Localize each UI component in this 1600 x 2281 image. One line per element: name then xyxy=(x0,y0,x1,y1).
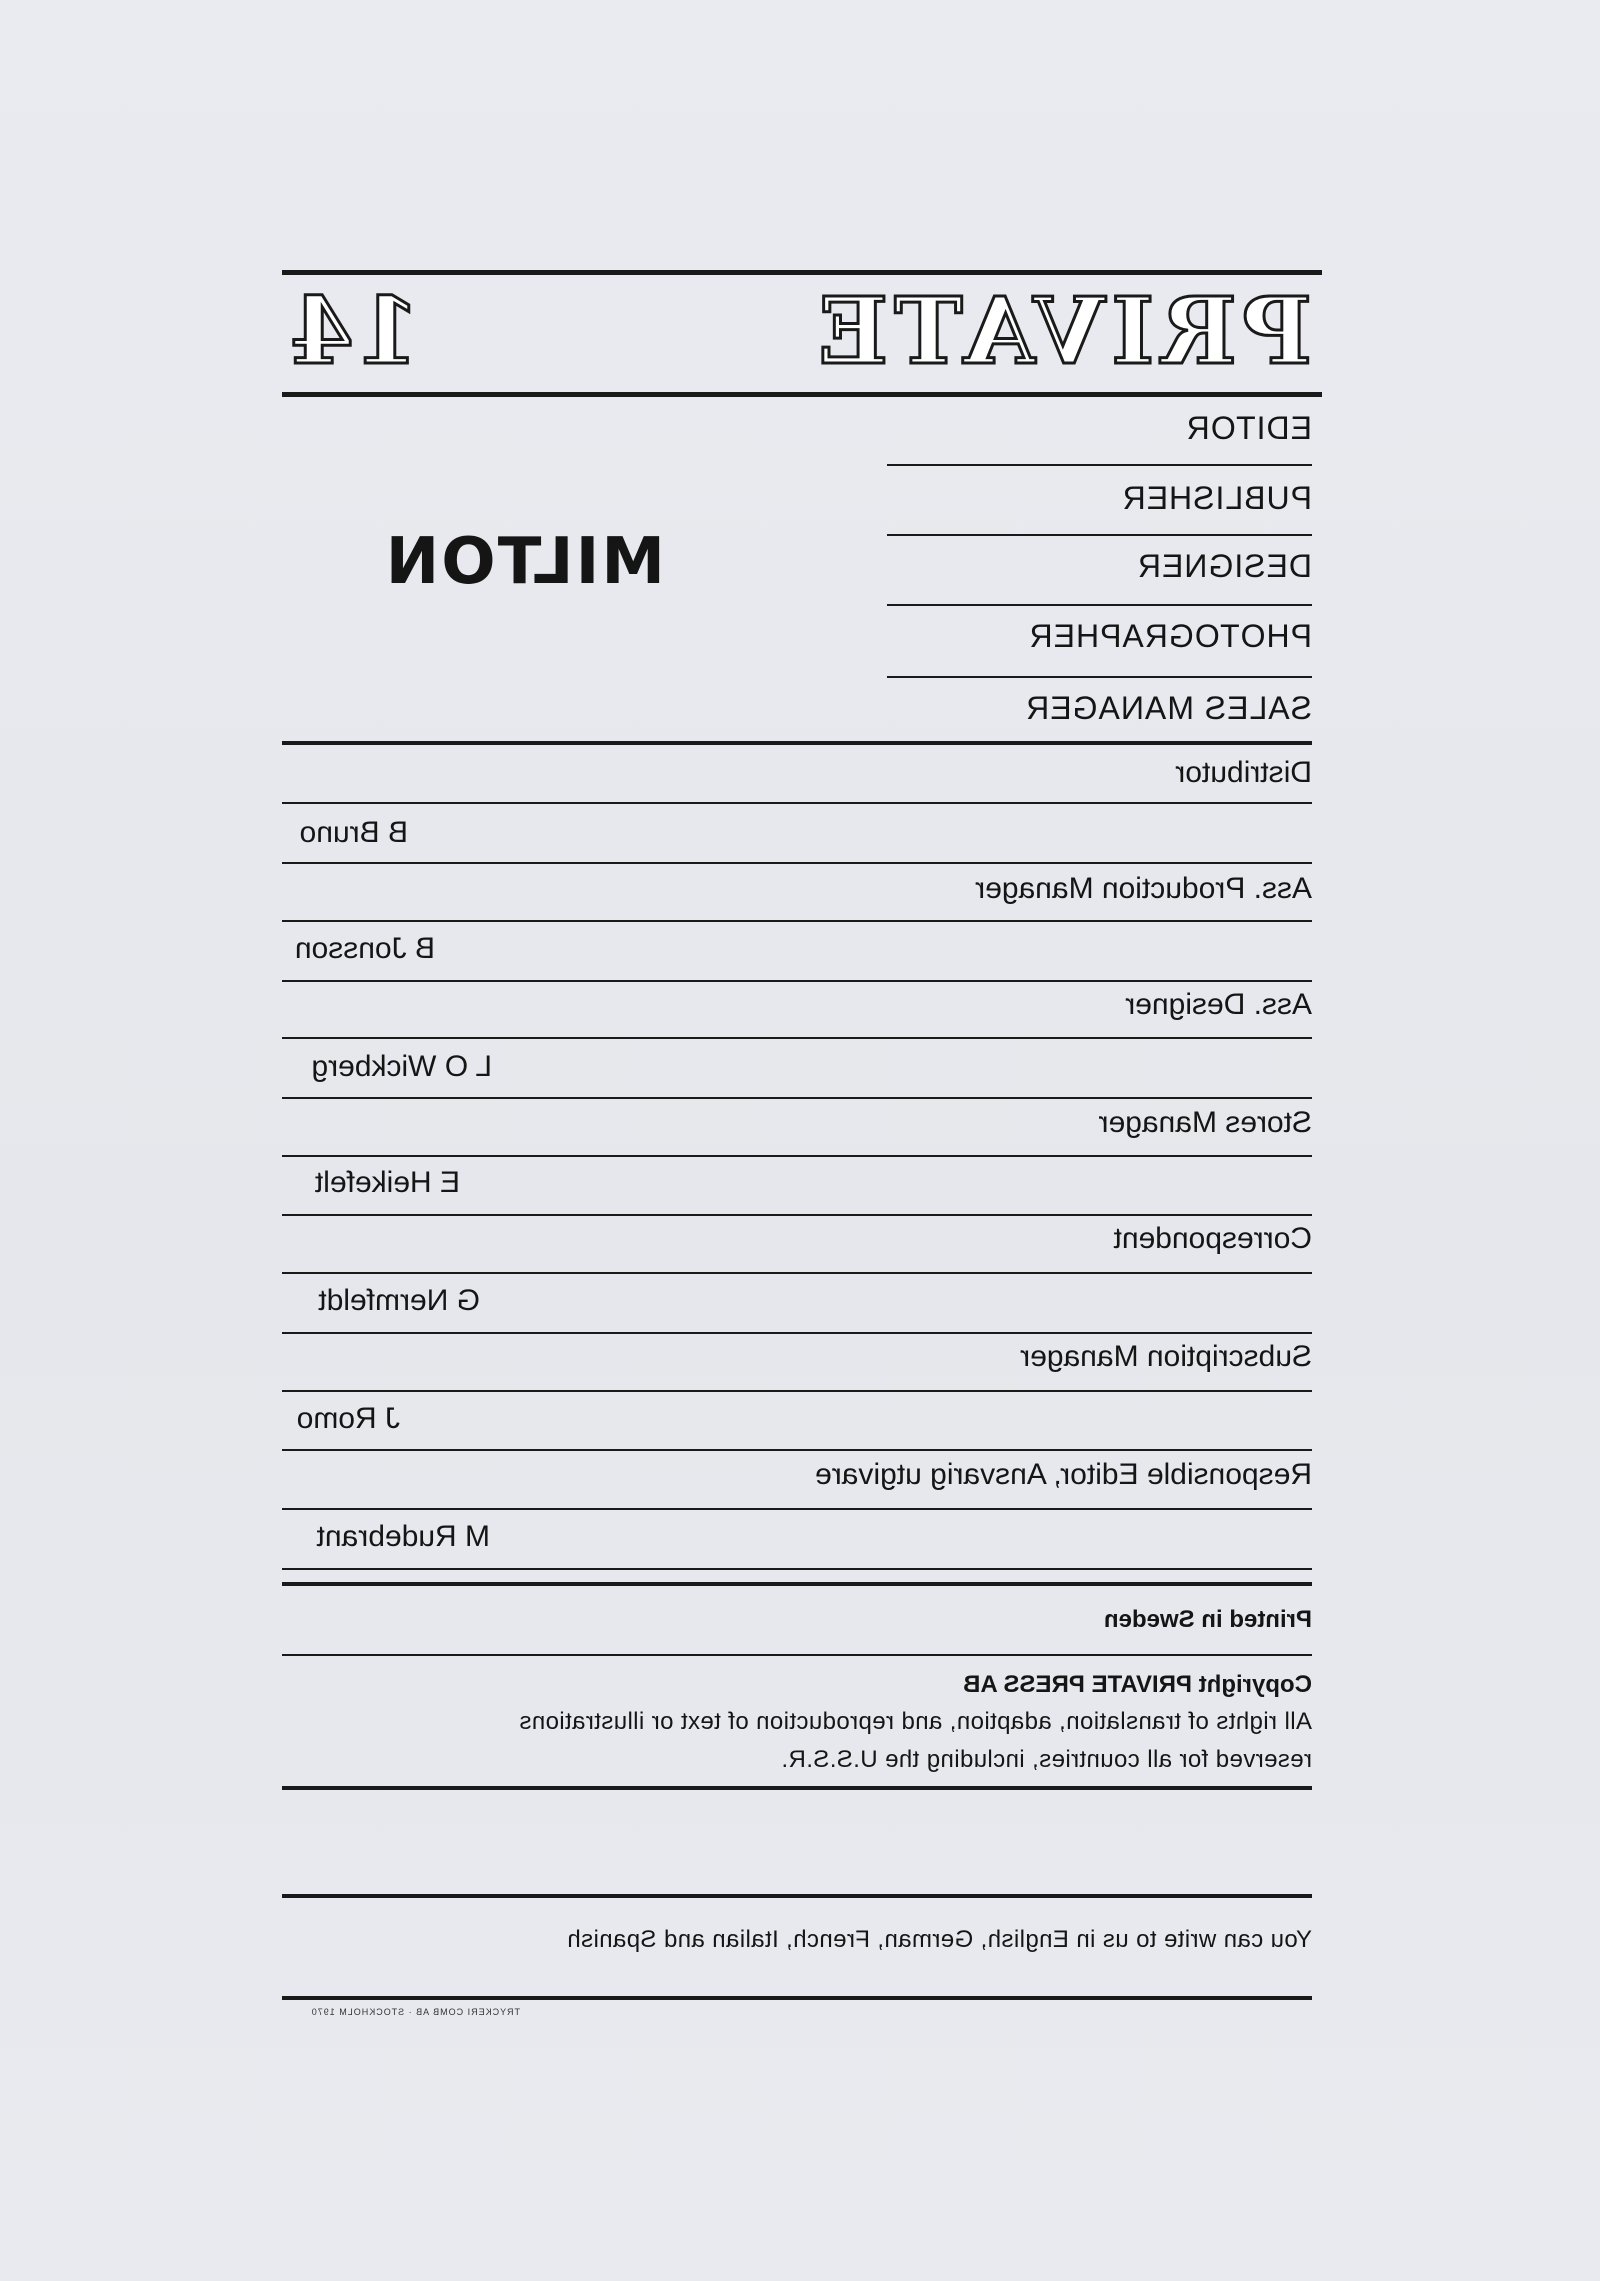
staff-divider xyxy=(282,1449,1312,1451)
role-photographer: PHOTOGRAPHER xyxy=(1028,618,1312,654)
staff-role: Correspondent xyxy=(1113,1222,1312,1255)
staff-divider xyxy=(282,1214,1312,1216)
footer-rule xyxy=(282,1582,1312,1586)
staff-role: Responsible Editor, Ansvarig utgivare xyxy=(815,1458,1312,1491)
staff-name: E Heikefelt xyxy=(314,1166,460,1199)
rights-line-2: reserved for all countries, including the U.S.S.R. xyxy=(781,1746,1312,1773)
languages-note: You can write to us in English, German, French, Italian and Spanish xyxy=(567,1926,1312,1953)
role-sales-manager: SALES MANAGER xyxy=(1025,690,1312,726)
staff-divider xyxy=(282,1155,1312,1157)
masthead-bottom-rule xyxy=(282,392,1322,397)
staff-role: Subscription Manager xyxy=(1020,1340,1312,1373)
staff-divider xyxy=(282,920,1312,922)
staff-divider xyxy=(282,1332,1312,1334)
printed-in: Printed in Sweden xyxy=(1103,1606,1312,1633)
role-publisher: PUBLISHER xyxy=(1121,480,1312,516)
staff-divider xyxy=(282,1390,1312,1392)
masthead-top-rule xyxy=(282,270,1322,275)
staff-divider xyxy=(282,1508,1312,1510)
role-divider xyxy=(887,676,1312,678)
printer-imprint: TRYCKERI COMB AB · STOCKHOLM 1970 xyxy=(310,2007,520,2017)
section-rule xyxy=(282,741,1312,745)
staff-name: L O Wickberg xyxy=(311,1050,492,1083)
footer-rule xyxy=(282,1568,1312,1570)
footer-rule xyxy=(282,1894,1312,1898)
staff-divider xyxy=(282,1037,1312,1039)
footer-rule xyxy=(282,1654,1312,1656)
role-editor: EDITOR xyxy=(1185,410,1312,446)
masthead-title: PRIVATE xyxy=(812,277,1312,385)
staff-divider xyxy=(282,1097,1312,1099)
copyright: Copyright PRIVATE PRESS AB xyxy=(963,1671,1312,1698)
role-divider xyxy=(887,604,1312,606)
staff-role: Ass. Production Manager xyxy=(975,872,1312,905)
staff-name: M Rudebrant xyxy=(316,1520,490,1553)
staff-divider xyxy=(282,1272,1312,1274)
staff-name: G Nermfeldt xyxy=(318,1284,480,1317)
featured-name: MILTON xyxy=(383,525,665,599)
role-divider xyxy=(887,464,1312,466)
staff-divider xyxy=(282,862,1312,864)
staff-name: B Bruno xyxy=(299,816,408,849)
role-designer: DESIGNER xyxy=(1136,548,1312,584)
staff-role: Ass. Designer xyxy=(1125,988,1312,1021)
staff-name: J Romo xyxy=(296,1402,400,1435)
footer-rule xyxy=(282,1786,1312,1790)
staff-role: Stores Manager xyxy=(1098,1106,1312,1139)
masthead-issue-number: 14 xyxy=(287,277,420,385)
footer-rule xyxy=(282,1996,1312,2000)
staff-name: B Jonsson xyxy=(294,932,435,965)
staff-divider xyxy=(282,980,1312,982)
staff-divider xyxy=(282,802,1312,804)
role-divider xyxy=(887,534,1312,536)
staff-role: Distributor xyxy=(1175,756,1312,789)
rights-line-1: All rights of translation, adaption, and reproduction of text or illustrations xyxy=(519,1708,1312,1735)
